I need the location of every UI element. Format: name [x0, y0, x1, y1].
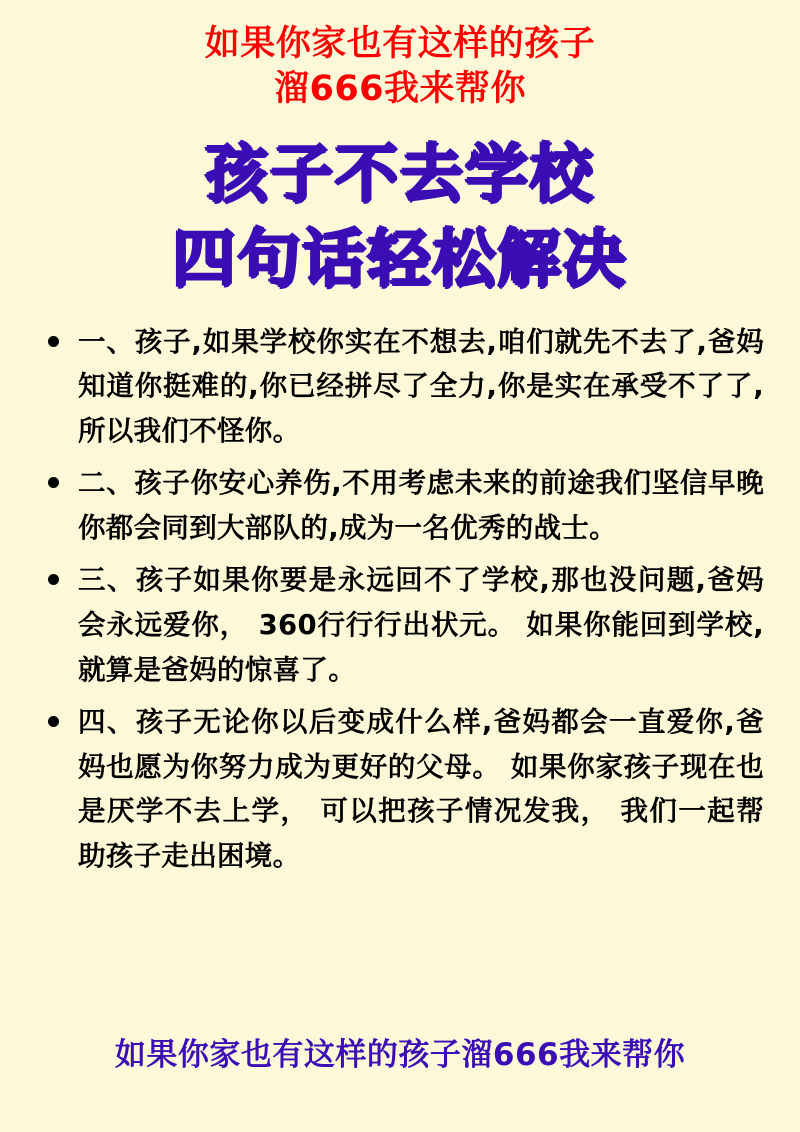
- headline-line-2: 溜666我来帮你: [273, 68, 527, 109]
- headline-line-1: 如果你家也有这样的孩子: [204, 24, 596, 64]
- bullet-icon: [48, 574, 59, 585]
- advice-list: [0, 320, 800, 887]
- page-title: [0, 132, 800, 302]
- list-item-text: 二、孩子你安心养伤,不用考虑未来的前途我们坚信早晚你都会同到大部队的,成为一名优秀的战士。: [78, 467, 764, 544]
- list-item-text: 一、孩子,如果学校你实在不想去,咱们就先不去了,爸妈知道你挺难的,你已经拼尽了全力,你是实在承受不了了,所以我们不怪你。: [78, 325, 764, 447]
- title-line-1: 孩子不去学校: [205, 137, 595, 211]
- title-line-2: 四句话轻松解决: [172, 222, 628, 296]
- list-item-text: 四、孩子无论你以后变成什么样,爸妈都会一直爱你,爸妈也愿为你努力成为更好的父母。 如果你家孩子现在也是厌学不去上学， 可以把孩子情况发我， 我们一起帮助孩子走出困境。: [78, 706, 764, 872]
- list-item: [42, 700, 764, 878]
- list-item: [42, 558, 764, 692]
- bullet-icon: [48, 336, 59, 347]
- footer-text: 如果你家也有这样的孩子溜666我来帮你: [114, 1037, 686, 1073]
- list-item-text: 三、孩子如果你要是永远回不了学校,那也没问题,爸妈会永远爱你， 360行行行出状元。 如果你能回到学校,就算是爸妈的惊喜了。: [78, 564, 764, 686]
- list-item: [42, 461, 764, 550]
- list-item: [42, 320, 764, 454]
- headline: [0, 22, 800, 112]
- bullet-icon: [48, 477, 59, 488]
- bullet-icon: [48, 716, 59, 727]
